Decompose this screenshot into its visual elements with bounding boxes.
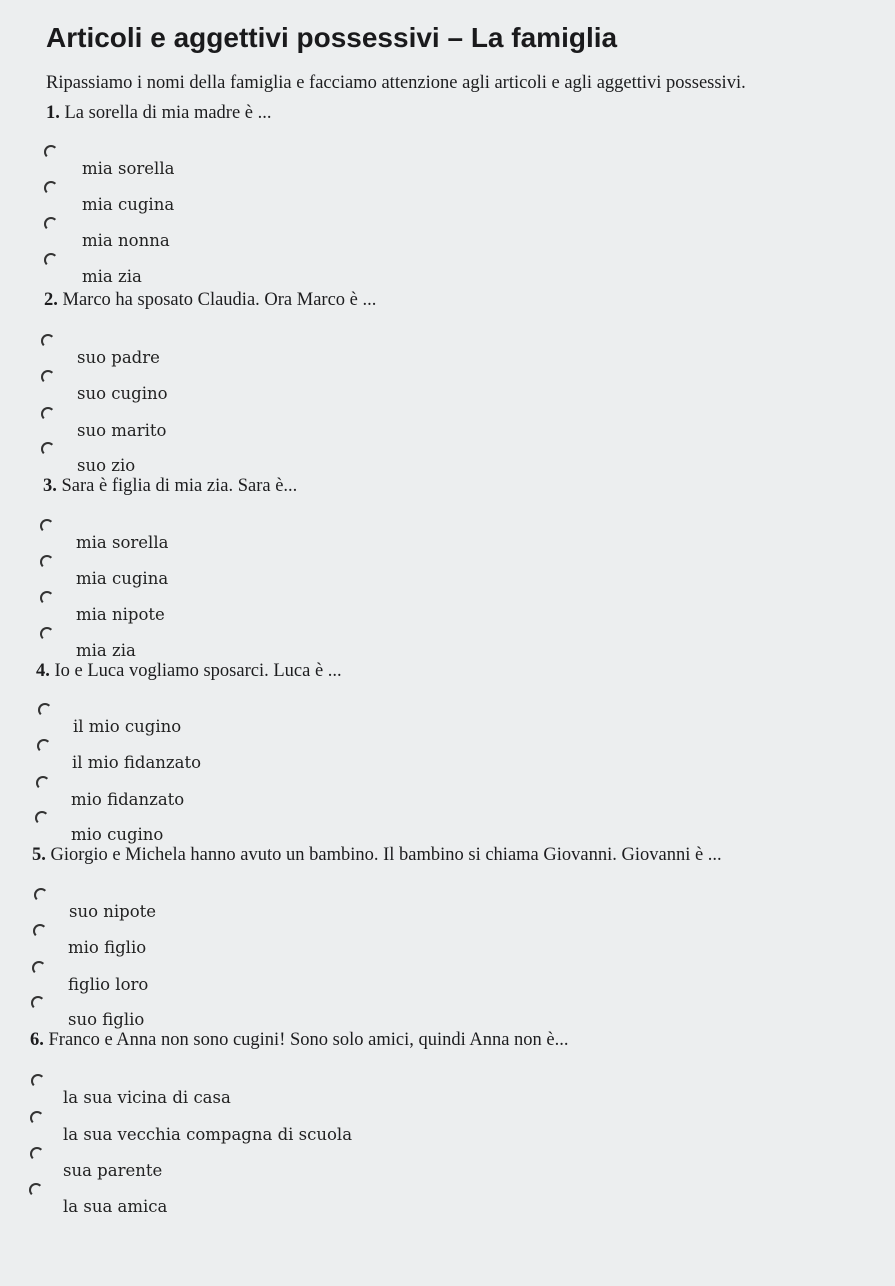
- radio-button[interactable]: [44, 145, 58, 159]
- question-text: Marco ha sposato Claudia. Ora Marco è ...: [57, 290, 377, 310]
- option-radio[interactable]: [35, 811, 435, 845]
- option-label: la sua vicina di casa: [63, 1088, 231, 1107]
- option-label: mio figlio: [68, 938, 147, 957]
- option-label: il mio fidanzato: [72, 753, 202, 772]
- question-text: Franco e Anna non sono cugini! Sono solo amici, quindi Anna non è...: [43, 1030, 569, 1050]
- option-label: mio cugino: [71, 825, 164, 844]
- option-radio[interactable]: [33, 924, 433, 958]
- question-text: La sorella di mia madre è ...: [59, 103, 272, 123]
- option-label: mio fidanzato: [71, 790, 185, 809]
- option-radio[interactable]: [40, 519, 440, 553]
- option-radio[interactable]: [44, 253, 444, 287]
- radio-button[interactable]: [36, 776, 50, 790]
- option-label: sua parente: [63, 1161, 163, 1180]
- option-radio[interactable]: [31, 996, 431, 1030]
- option-label: suo cugino: [77, 384, 168, 403]
- radio-button[interactable]: [40, 555, 54, 569]
- question-text: Sara è figlia di mia zia. Sara è...: [56, 476, 298, 496]
- option-radio[interactable]: [41, 442, 441, 476]
- question-prompt: [30, 1030, 569, 1051]
- radio-button[interactable]: [44, 217, 58, 231]
- option-label: suo zio: [77, 456, 136, 475]
- option-radio[interactable]: [44, 145, 444, 179]
- radio-button[interactable]: [32, 961, 46, 975]
- radio-button[interactable]: [41, 407, 55, 421]
- option-radio[interactable]: [36, 776, 436, 810]
- option-label: mia nipote: [76, 605, 165, 624]
- option-label: mia zia: [76, 641, 136, 660]
- radio-button[interactable]: [44, 181, 58, 195]
- option-label: mia zia: [82, 267, 142, 286]
- radio-button[interactable]: [30, 1147, 44, 1161]
- option-label: mia nonna: [82, 231, 170, 250]
- option-label: la sua vecchia compagna di scuola: [63, 1125, 353, 1144]
- radio-button[interactable]: [30, 1111, 44, 1125]
- option-label: il mio cugino: [73, 717, 182, 736]
- option-label: suo padre: [77, 348, 160, 367]
- option-label: mia cugina: [76, 569, 169, 588]
- option-radio[interactable]: [41, 334, 441, 368]
- question-prompt: [43, 476, 297, 497]
- question-prompt: [32, 845, 722, 866]
- radio-button[interactable]: [31, 996, 45, 1010]
- question-number: 1.: [46, 103, 60, 123]
- option-label: mia sorella: [76, 533, 169, 552]
- radio-button[interactable]: [41, 334, 55, 348]
- radio-button[interactable]: [40, 627, 54, 641]
- question-number: 4.: [36, 661, 50, 681]
- question-text: Giorgio e Michela hanno avuto un bambino. Il bambino si chiama Giovanni. Giovanni è ...: [45, 845, 722, 865]
- option-radio[interactable]: [41, 370, 441, 404]
- option-radio[interactable]: [44, 181, 444, 215]
- option-radio[interactable]: [37, 739, 437, 773]
- option-radio[interactable]: [40, 591, 440, 625]
- option-radio[interactable]: [40, 627, 440, 661]
- option-radio[interactable]: [40, 555, 440, 589]
- option-radio[interactable]: [32, 961, 432, 995]
- intro-text: Ripassiamo i nomi della famiglia e facciamo attenzione agli articoli e agli aggettivi possessivi.: [46, 73, 746, 93]
- radio-button[interactable]: [35, 811, 49, 825]
- radio-button[interactable]: [33, 924, 47, 938]
- option-label: suo nipote: [69, 902, 157, 921]
- radio-button[interactable]: [37, 739, 51, 753]
- option-radio[interactable]: [34, 888, 434, 922]
- page-title: Articoli e aggettivi possessivi – La famiglia: [46, 22, 618, 53]
- option-radio[interactable]: [31, 1074, 431, 1108]
- radio-button[interactable]: [29, 1183, 43, 1197]
- option-radio[interactable]: [38, 703, 438, 737]
- option-label: mia cugina: [82, 195, 175, 214]
- question-prompt: [46, 103, 272, 124]
- radio-button[interactable]: [40, 519, 54, 533]
- option-radio[interactable]: [41, 407, 441, 441]
- option-radio[interactable]: [30, 1147, 430, 1181]
- radio-button[interactable]: [38, 703, 52, 717]
- radio-button[interactable]: [44, 253, 58, 267]
- question-number: 3.: [43, 476, 57, 496]
- question-prompt: [44, 290, 376, 311]
- question-number: 6.: [30, 1030, 44, 1050]
- option-label: suo figlio: [68, 1010, 145, 1029]
- radio-button[interactable]: [41, 370, 55, 384]
- question-prompt: [36, 661, 342, 682]
- radio-button[interactable]: [31, 1074, 45, 1088]
- option-label: mia sorella: [82, 159, 175, 178]
- question-number: 2.: [44, 290, 58, 310]
- question-text: Io e Luca vogliamo sposarci. Luca è ...: [49, 661, 342, 681]
- option-label: suo marito: [77, 421, 167, 440]
- option-radio[interactable]: [44, 217, 444, 251]
- option-label: la sua amica: [63, 1197, 168, 1216]
- question-number: 5.: [32, 845, 46, 865]
- option-radio[interactable]: [29, 1183, 429, 1217]
- option-label: figlio loro: [68, 975, 149, 994]
- radio-button[interactable]: [41, 442, 55, 456]
- radio-button[interactable]: [40, 591, 54, 605]
- option-radio[interactable]: [30, 1111, 430, 1145]
- radio-button[interactable]: [34, 888, 48, 902]
